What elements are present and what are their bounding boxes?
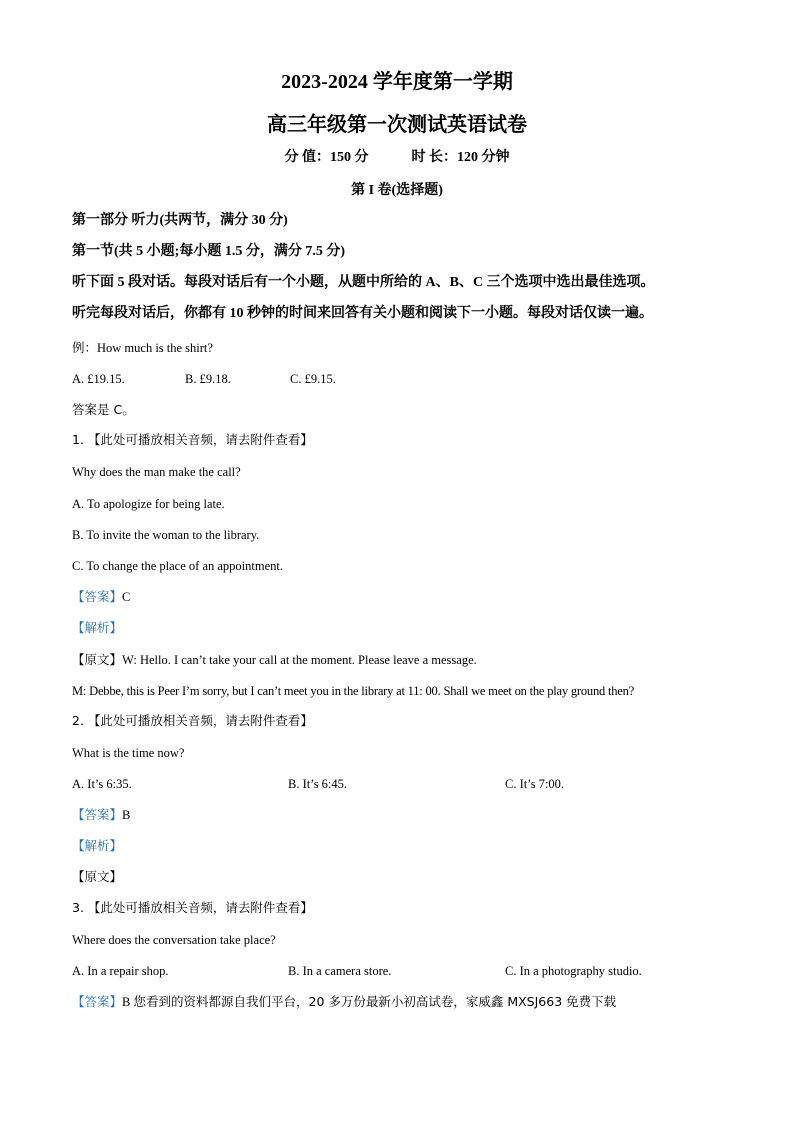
instruction-line-1: 听下面 5 段对话。每段对话后有一个小题，从题中所给的 A、B、C 三个选项中选出最佳选项。 xyxy=(72,275,655,290)
answer-tag: 【答案】 xyxy=(72,994,123,1009)
example-answer: 答案是 C。 xyxy=(72,402,135,417)
q1-question: Why does the man make the call? xyxy=(72,465,241,479)
example-option-c: C. £9.15. xyxy=(290,372,336,386)
q2-original-tag: 【原文】 xyxy=(72,869,123,884)
example-option-a: A. £19.15. xyxy=(72,372,125,386)
q1-analysis-tag: 【解析】 xyxy=(72,620,123,635)
example-question: 例：How much is the shirt? xyxy=(72,341,213,355)
q3-option-b: B. In a camera store. xyxy=(288,964,392,978)
q1-option-b: B. To invite the woman to the library. xyxy=(72,528,260,542)
q3-option-c: C. In a photography studio. xyxy=(505,964,642,978)
q1-original-1 xyxy=(72,652,477,668)
title-year: 2023-2024 学年度第一学期 xyxy=(281,71,513,93)
q2-answer xyxy=(72,807,130,823)
q2-option-a: A. It’s 6:35. xyxy=(72,777,132,791)
volume-label: 第 I 卷(选择题) xyxy=(351,183,443,198)
answer-value: B xyxy=(122,808,131,822)
q1-original-2: M: Debbe, this is Peer I’m sorry, but I can’t meet you in the library at 11: 00. Shall we meet on the play ground then? xyxy=(72,684,635,698)
exam-meta xyxy=(0,150,794,166)
original-text: W: Hello. I can’t take your call at the moment. Please leave a message. xyxy=(122,653,477,667)
answer-value: C xyxy=(122,590,131,604)
q1-answer xyxy=(72,589,130,605)
q1-option-c: C. To change the place of an appointment. xyxy=(72,559,283,573)
q3-option-a: A. In a repair shop. xyxy=(72,964,169,978)
q2-prompt: 2. 【此处可播放相关音频，请去附件查看】 xyxy=(72,713,313,728)
q1-prompt: 1. 【此处可播放相关音频，请去附件查看】 xyxy=(72,432,313,447)
q3-answer xyxy=(72,994,616,1010)
part-one-heading: 第一部分 听力(共两节，满分 30 分) xyxy=(72,213,288,228)
q2-analysis-tag: 【解析】 xyxy=(72,838,123,853)
instruction-line-2: 听完每段对话后，你都有 10 秒钟的时间来回答有关小题和阅读下一小题。每段对话仅读一遍。 xyxy=(72,306,653,321)
answer-tag: 【答案】 xyxy=(72,807,123,822)
sub-one-heading: 第一节(共 5 小题;每小题 1.5 分，满分 7.5 分) xyxy=(72,244,345,259)
q1-option-a: A. To apologize for being late. xyxy=(72,497,225,511)
answer-tag: 【答案】 xyxy=(72,589,123,604)
q3-prompt: 3. 【此处可播放相关音频，请去附件查看】 xyxy=(72,900,313,915)
example-option-b: B. £9.18. xyxy=(185,372,231,386)
q3-question: Where does the conversation take place? xyxy=(72,933,276,947)
title-exam: 高三年级第一次测试英语试卷 xyxy=(267,114,527,136)
q2-question: What is the time now? xyxy=(72,746,185,760)
q2-option-c: C. It’s 7:00. xyxy=(505,777,565,791)
time-label: 时 长：120 分钟 xyxy=(411,150,510,165)
answer-value: B xyxy=(122,995,131,1009)
q2-option-b: B. It’s 6:45. xyxy=(288,777,348,791)
score-label: 分 值：150 分 xyxy=(284,150,369,165)
watermark-text: 您看到的资料都源自我们平台，20 多万份最新小初高试卷，家威鑫 MXSJ663 免费下载 xyxy=(133,994,617,1009)
original-tag: 【原文】 xyxy=(72,652,123,667)
